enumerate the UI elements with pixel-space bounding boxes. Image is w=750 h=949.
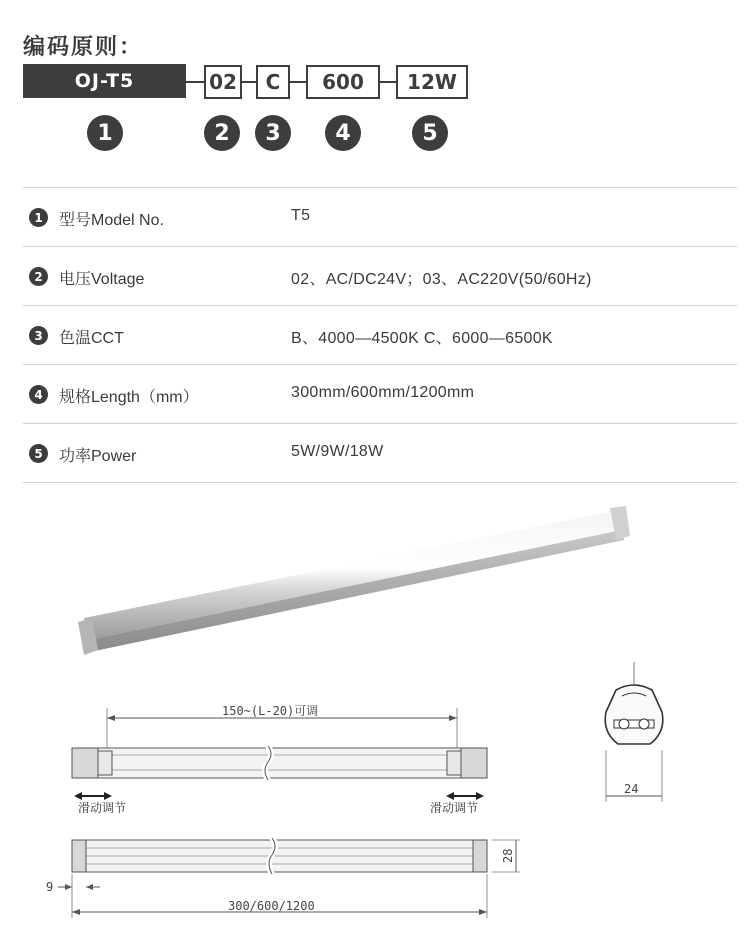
page-title: 编码原则： bbox=[23, 35, 144, 60]
spec-value: 5W/9W/18W bbox=[291, 443, 384, 460]
adjust-range-label: 150~(L-20)可调 bbox=[222, 704, 319, 718]
width-dimension: 24 bbox=[624, 782, 639, 796]
spec-value: B、4000—4500K C、6000—6500K bbox=[291, 330, 553, 347]
spec-label: 规格Length（mm） bbox=[59, 389, 199, 406]
row-number-badge: 4 bbox=[29, 385, 48, 404]
number-badge-3: 3 bbox=[255, 115, 291, 151]
length-code-box: 600 bbox=[306, 65, 380, 99]
slide-adjust-left: 滑动调节 bbox=[78, 801, 127, 815]
connector-line bbox=[186, 81, 204, 83]
spec-value: T5 bbox=[291, 207, 311, 224]
number-badge-1: 1 bbox=[87, 115, 123, 151]
number-badge-4: 4 bbox=[325, 115, 361, 151]
number-badge-2: 2 bbox=[204, 115, 240, 151]
height-dimension: 28 bbox=[501, 848, 515, 863]
connector-line bbox=[290, 81, 306, 83]
spec-row-model bbox=[23, 187, 737, 246]
connector-line bbox=[242, 81, 256, 83]
technical-drawing bbox=[0, 660, 750, 949]
spec-label: 电压Voltage bbox=[59, 271, 145, 288]
spec-value: 02、AC/DC24V；03、AC220V(50/60Hz) bbox=[291, 271, 592, 288]
spec-label: 色温CCT bbox=[59, 330, 124, 347]
cct-code-box: C bbox=[256, 65, 290, 99]
spec-label: 型号Model No. bbox=[59, 212, 164, 229]
voltage-code-box: 02 bbox=[204, 65, 242, 99]
row-number-badge: 1 bbox=[29, 208, 48, 227]
product-photo bbox=[70, 500, 630, 670]
power-code-box: 12W bbox=[396, 65, 468, 99]
spec-row-voltage bbox=[23, 246, 737, 305]
model-code-box: OJ-T5 bbox=[23, 64, 186, 98]
end-dimension: 9 bbox=[46, 880, 54, 894]
spec-table bbox=[23, 187, 737, 483]
connector-line bbox=[380, 81, 396, 83]
spec-value: 300mm/600mm/1200mm bbox=[291, 384, 475, 401]
spec-row-length bbox=[23, 364, 737, 423]
row-number-badge: 5 bbox=[29, 444, 48, 463]
length-dimension: 300/600/1200 bbox=[228, 899, 315, 913]
number-badge-5: 5 bbox=[412, 115, 448, 151]
row-number-badge: 3 bbox=[29, 326, 48, 345]
row-number-badge: 2 bbox=[29, 267, 48, 286]
slide-adjust-right: 滑动调节 bbox=[430, 801, 479, 815]
spec-label: 功率Power bbox=[59, 448, 137, 465]
spec-row-power bbox=[23, 423, 737, 483]
spec-row-cct bbox=[23, 305, 737, 364]
